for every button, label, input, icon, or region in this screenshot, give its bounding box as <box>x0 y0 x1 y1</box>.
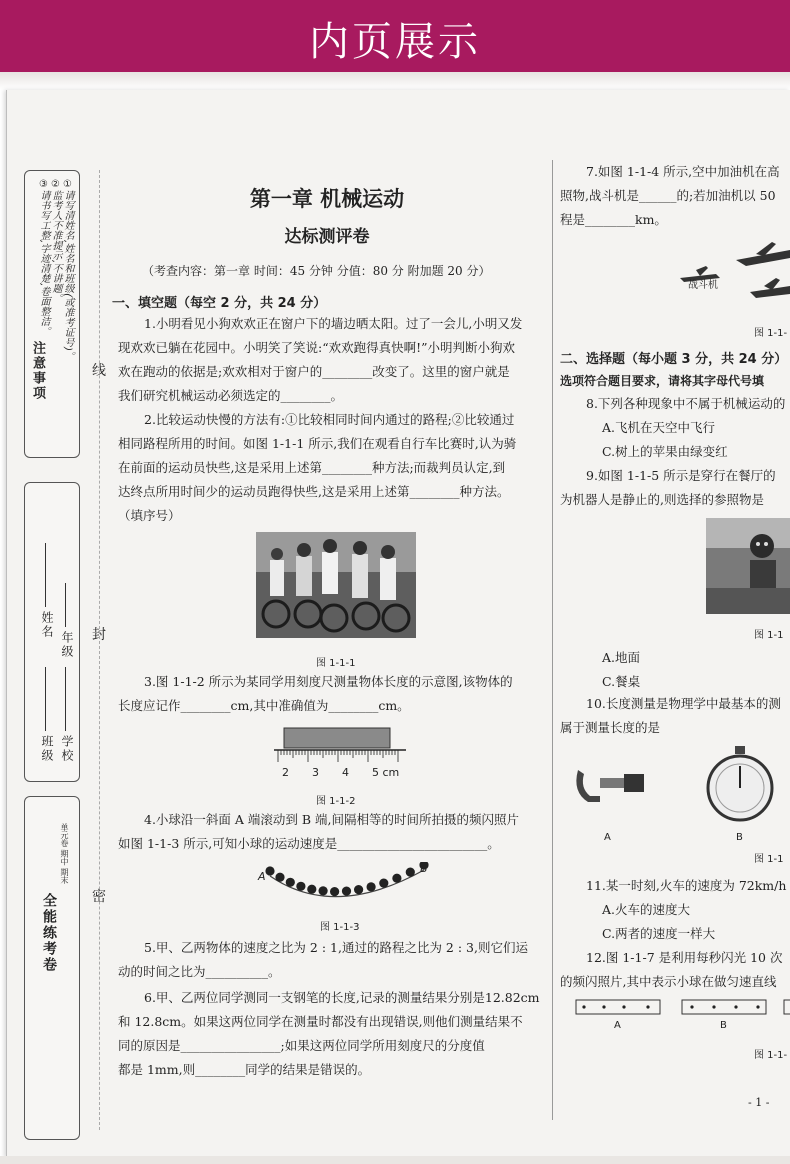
name-label: 姓名 <box>40 611 54 639</box>
banner <box>0 0 790 72</box>
book-title-box <box>24 796 80 1140</box>
slope-ball <box>275 873 284 882</box>
strobe-strips-figure <box>572 998 790 1018</box>
q9-line: 9.如图 1-1-5 所示是穿行在餐厅的 <box>586 468 776 483</box>
grade-label: 年级 <box>60 631 74 659</box>
right-column <box>556 160 790 1120</box>
q6-line: 都是 1mm,则________同学的结果是错误的。 <box>118 1062 371 1077</box>
q2-line: 相同路程所用的时间。如图 1-1-1 所示,我们在观看自行车比赛时,认为骑 <box>118 436 517 451</box>
slope-ball <box>392 874 401 883</box>
q1 <box>118 312 548 408</box>
balls-slope-figure <box>264 862 434 910</box>
slope-ball <box>330 887 339 896</box>
q9-option-a: A.地面 <box>602 650 641 665</box>
page-number: - 1 - <box>748 1096 770 1109</box>
section1-title: 一、填空题（每空 2 分，共 24 分） <box>112 296 327 311</box>
book-series-label: 单元卷 期中 期末 <box>60 823 69 885</box>
q6-line: 6.甲、乙两位同学测同一支钢笔的长度,记录的测量结果分别是12.82cm <box>144 990 540 1005</box>
q10-label-a: A <box>604 832 611 843</box>
paper-subtitle: 达标测评卷 <box>284 227 370 247</box>
q8: 8.下列各种现象中不属于机械运动的 <box>586 396 786 411</box>
q4-line: 4.小球沿一斜面 A 端滚动到 B 端,间隔相等的时间所拍摄的频闪照片 <box>144 812 520 827</box>
section2-note: 选项符合题目要求，请将其字母代号填 <box>560 374 765 388</box>
notes-line-3: ③请书写工整,字迹清楚,卷面整洁。 <box>38 179 49 337</box>
q6-line: 和 12.8cm。如果这两位同学在测量时都没有出现错误,则他们测量结果不 <box>118 1014 523 1029</box>
slope-ball <box>319 886 328 895</box>
q8-option-a: A.飞机在天空中飞行 <box>602 420 716 435</box>
grade-line <box>65 583 66 627</box>
banner-shadow <box>0 72 790 90</box>
q8-option-c: C.树上的苹果由绿变红 <box>602 444 728 459</box>
notes-box <box>24 170 80 458</box>
notes-line-1: ①请写清姓名,姓名和班级(或准考证号)。 <box>62 179 73 361</box>
seal-char-line: 线 <box>92 363 106 379</box>
figure-1-1-4-caption: 图 1-1- <box>754 328 788 339</box>
fighter-label: 战斗机 <box>688 280 718 291</box>
q7-line: 7.如图 1-1-4 所示,空中加油机在高 <box>586 164 780 179</box>
q7-line: 照物,战斗机是______的;若加油机以 50 <box>560 188 776 203</box>
micrometer-image <box>570 764 650 814</box>
school-line <box>65 667 66 731</box>
q3 <box>118 670 548 718</box>
q12-label-b: B <box>720 1020 727 1031</box>
q2-line: 达终点所用时间少的运动员跑得快些,这是采用上述第________种方法。 <box>118 484 510 499</box>
q2-line: 在前面的运动员快些,这是采用上述第________种方法;而裁判员认定,到 <box>118 460 506 475</box>
ruler-tick-2: 2 <box>282 766 289 779</box>
q3-line: 3.图 1-1-2 所示为某同学用刻度尺测量物体长度的示意图,该物体的 <box>144 674 513 689</box>
q4-line: 如图 1-1-3 所示,可知小球的运动速度是________________________。 <box>118 836 500 851</box>
slope-ball <box>354 885 363 894</box>
seal-char-seal: 封 <box>92 627 106 643</box>
q1-line: 1.小明看见小狗欢欢正在窗户下的墙边晒太阳。过了一会儿,小明又发 <box>144 316 523 331</box>
book-title: 全能练考卷 <box>41 893 57 973</box>
q3-line: 长度应记作________cm,其中准确值为________cm。 <box>118 698 410 713</box>
q9-option-c: C.餐桌 <box>602 674 641 689</box>
slope-ball <box>342 887 351 896</box>
figure-1-1-3-caption: 图 1-1-3 <box>320 922 360 933</box>
seal-char-secret: 密 <box>92 889 106 905</box>
q1-line: 现欢欢已躺在花园中。小明笑了笑说:“欢欢跑得真快啊!”小明判断小狗欢 <box>118 340 516 355</box>
q6-line: 同的原因是________________;如果这两位同学所用刻度尺的分度值 <box>118 1038 485 1053</box>
slope-ball <box>307 885 316 894</box>
q5-line: 5.甲、乙两物体的速度之比为 2 : 1,通过的路程之比为 2 : 3,则它们运 <box>144 940 528 955</box>
q7 <box>560 160 790 232</box>
q1-line: 欢在跑动的依据是;欢欢相对于窗户的________改变了。这里的窗户就是 <box>118 364 510 379</box>
ruler-tick-5cm: 5 cm <box>372 766 400 779</box>
slope-ball <box>296 882 305 891</box>
q11: 11.某一时刻,火车的速度为 72km/h <box>586 878 787 893</box>
measured-object <box>284 728 390 748</box>
q10 <box>560 692 790 740</box>
figure-1-1-2-caption: 图 1-1-2 <box>316 796 356 807</box>
q11-option-a: A.火车的速度大 <box>602 902 691 917</box>
ruler-tick-3: 3 <box>312 766 319 779</box>
chapter-title: 第一章 机械运动 <box>249 187 405 211</box>
section2-title: 二、选择题（每小题 3 分，共 24 分） <box>560 352 788 367</box>
slope-ball <box>406 868 415 877</box>
notes-heading: 注意事项 <box>30 341 45 401</box>
q7-line: 程是________km。 <box>560 212 667 227</box>
figure-1-1-5-caption: 图 1-1 <box>754 630 784 641</box>
slope-label-a: A <box>258 870 266 883</box>
notes-line-2: ②监考人不准提示,不讲题。 <box>50 179 61 304</box>
school-label: 学校 <box>60 735 74 763</box>
exam-meta: （考查内容：第一章 时间：45 分钟 分值：80 分 附加题 20 分） <box>142 264 491 278</box>
slope-ball <box>379 879 388 888</box>
cyclists-drawing <box>256 532 416 638</box>
q11-option-c: C.两者的速度一样大 <box>602 926 716 941</box>
q4 <box>118 808 548 856</box>
q12-label-a: A <box>614 1020 621 1031</box>
name-line <box>45 543 46 607</box>
cut-line <box>99 170 100 1130</box>
cyclists-photo <box>256 532 416 638</box>
q2-line: 2.比较运动快慢的方法有:①比较相同时间内通过的路程;②比较通过 <box>144 412 515 427</box>
figure-1-1-1-caption: 图 1-1-1 <box>316 658 356 669</box>
banner-title: 内页展示 <box>309 19 481 65</box>
ruler-tick-4: 4 <box>342 766 349 779</box>
q9 <box>560 464 790 512</box>
q1-line: 我们研究机械运动必须选定的________。 <box>118 388 344 403</box>
bottom-band <box>0 1156 790 1164</box>
q10-label-b: B <box>736 832 743 843</box>
slope-ball <box>286 878 295 887</box>
q2 <box>118 408 548 528</box>
slope-label-b: B <box>420 862 428 875</box>
q9-line: 为机器人是静止的,则选择的参照物是 <box>560 492 764 507</box>
stopwatch-image <box>702 746 778 822</box>
slope-ball <box>367 882 376 891</box>
q5 <box>118 936 548 984</box>
q10-line: 10.长度测量是物理学中最基本的测 <box>586 696 781 711</box>
slope-ball <box>265 866 274 875</box>
q5-line: 动的时间之比为__________。 <box>118 964 281 979</box>
column-divider <box>552 160 553 1120</box>
q6 <box>118 986 548 1082</box>
q10-line: 属于测量长度的是 <box>560 720 661 735</box>
robot-photo <box>706 518 790 614</box>
q12-line: 的频闪照片,其中表示小球在做匀速直线 <box>560 974 777 989</box>
figure-1-1-6-caption: 图 1-1 <box>754 854 784 865</box>
figure-1-1-7-caption: 图 1-1- <box>754 1050 788 1061</box>
q12-line: 12.图 1-1-7 是利用每秒闪光 10 次 <box>586 950 783 965</box>
class-label: 班级 <box>40 735 54 763</box>
q12 <box>560 946 790 994</box>
student-info-box <box>24 482 80 782</box>
class-line <box>45 667 46 731</box>
q2-line: （填序号） <box>118 508 181 523</box>
